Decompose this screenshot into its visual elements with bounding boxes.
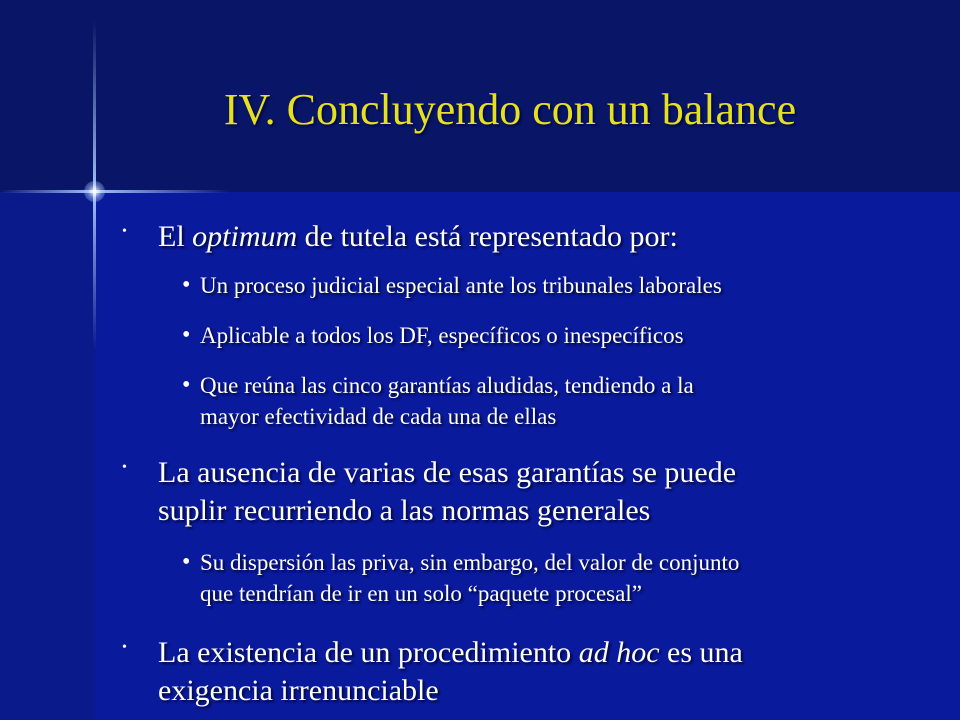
left-band bbox=[0, 192, 95, 720]
bullet-icon: • bbox=[182, 272, 191, 298]
item-2-line-2: suplir recurriendo a las normas generales bbox=[158, 494, 651, 527]
item-3-line-1 bbox=[158, 634, 918, 672]
item-3-emphasis: ad hoc bbox=[578, 636, 660, 669]
bullet-icon: • bbox=[182, 549, 191, 575]
sub-item-2: Aplicable a todos los DF, específicos o inespecíficos bbox=[200, 323, 684, 348]
bullet-icon: • bbox=[122, 640, 127, 655]
bullet-item-2 bbox=[158, 454, 918, 530]
bullet-item-1 bbox=[158, 218, 918, 256]
item-1-text-pre: El bbox=[158, 220, 193, 253]
slide-title: IV. Concluyendo con un balance bbox=[223, 85, 797, 134]
item-3-line-2: exigencia irrenunciable bbox=[158, 674, 439, 707]
sub-item-4-line-1: Su dispersión las priva, sin embargo, del valor de conjunto bbox=[200, 550, 740, 575]
star-flare-center bbox=[84, 181, 105, 202]
item-1-text-post: de tutela está representado por: bbox=[297, 220, 678, 253]
sub-item-1: Un proceso judicial especial ante los tribunales laborales bbox=[200, 273, 722, 298]
bullet-icon: • bbox=[122, 460, 127, 475]
item-3-text-post: es una bbox=[659, 636, 743, 669]
bullet-icon: • bbox=[182, 322, 191, 348]
sub-item-4-line-2: que tendrían de ir en un solo “paquete procesal” bbox=[200, 581, 642, 606]
sub-item-3 bbox=[200, 370, 910, 432]
sub-item-3-line-2: mayor efectividad de cada una de ellas bbox=[200, 404, 557, 429]
item-3-text-pre: La existencia de un procedimiento bbox=[158, 636, 579, 669]
sub-item-4 bbox=[200, 547, 910, 609]
sub-item-3-line-1: Que reúna las cinco garantías aludidas, tendiendo a la bbox=[200, 373, 694, 398]
bullet-item-3 bbox=[158, 634, 918, 710]
item-2-line-1: La ausencia de varias de esas garantías se puede bbox=[158, 456, 737, 489]
star-flare-horizontal bbox=[0, 190, 230, 193]
bullet-icon: • bbox=[122, 224, 127, 239]
bullet-icon: • bbox=[182, 372, 191, 398]
item-1-emphasis: optimum bbox=[192, 220, 298, 253]
